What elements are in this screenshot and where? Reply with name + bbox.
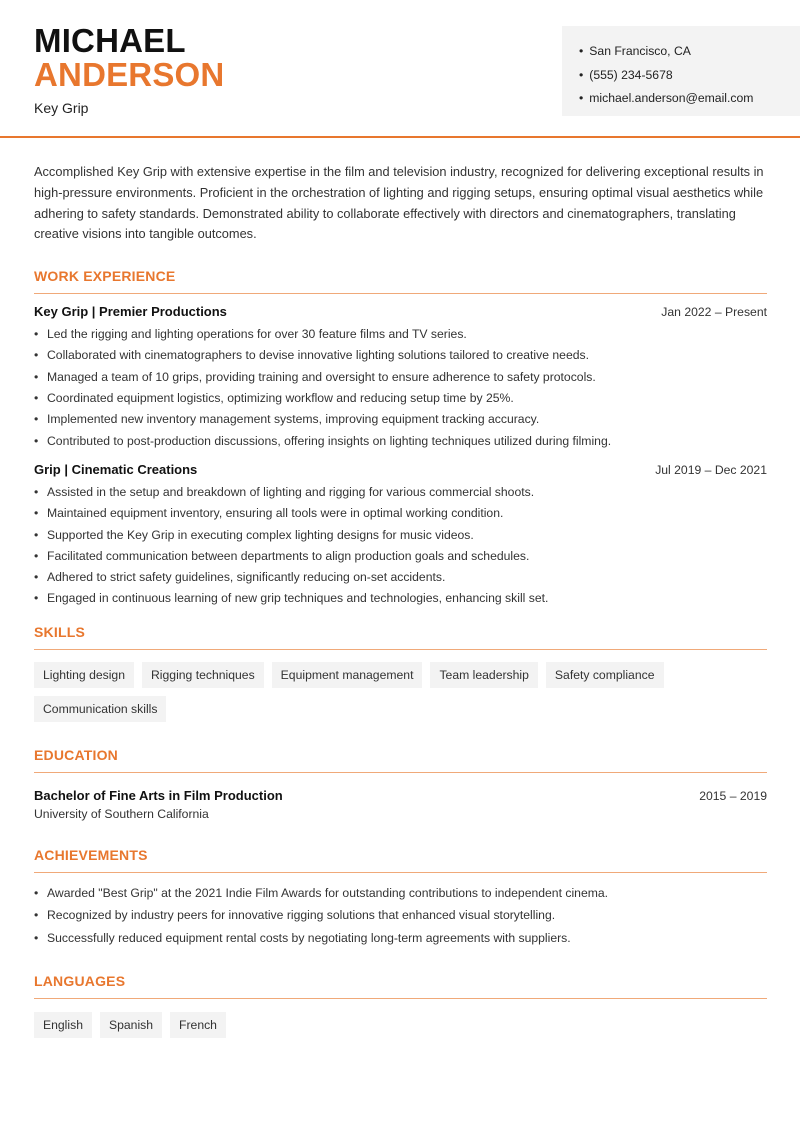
job-bullets [34,482,767,610]
summary-paragraph: Accomplished Key Grip with extensive expertise in the film and television industry, recognized for delivering exceptional results in high-pressure environments. Proficient in the orchestration of lighting and rigging setups, ensuring optimal visual aesthetics while adhering to safety standards. Demonstrated ability to collaborate effectively with directors and cinematographers, translating creative visions into tangible outcomes. [34,164,764,242]
job-entry [34,304,767,452]
list-item: • Adhered to strict safety guidelines, significantly reducing on-set accidents. [34,567,767,588]
job-header [34,462,767,477]
job-title: Key Grip | Premier Productions [34,304,227,320]
section-title-work: WORK EXPERIENCE [34,268,767,294]
list-item: • Managed a team of 10 grips, providing training and oversight to ensure adherence to safety protocols. [34,367,767,388]
skill-tag: Team leadership [430,662,537,688]
skills-tags [34,662,767,722]
skill-tag: Equipment management [272,662,423,688]
first-name: MICHAEL [34,22,186,59]
contact-location: • San Francisco, CA [579,40,753,64]
contact-list [579,40,753,111]
education-header [34,788,767,803]
list-item: • Coordinated equipment logistics, optimizing workflow and reducing setup time by 25%. [34,388,767,409]
last-name: ANDERSON [34,56,225,93]
language-tag: Spanish [100,1012,162,1038]
list-item: • Assisted in the setup and breakdown of lighting and rigging for various commercial shoots. [34,482,767,503]
education-entry [34,788,767,821]
list-item: • Recognized by industry peers for innovative rigging solutions that enhanced visual storytelling. [34,904,767,927]
skill-tag: Communication skills [34,696,166,722]
job-date: Jan 2022 – Present [661,305,767,320]
section-title-languages: LANGUAGES [34,973,767,999]
language-tag: English [34,1012,92,1038]
list-item: • Awarded "Best Grip" at the 2021 Indie Film Awards for outstanding contributions to independent cinema. [34,882,767,905]
skill-tag: Safety compliance [546,662,664,688]
list-item: • Collaborated with cinematographers to devise innovative lighting solutions tailored to creative needs. [34,345,767,366]
list-item: • Led the rigging and lighting operations for over 30 feature films and TV series. [34,324,767,345]
achievement-bullets [34,882,767,950]
job-title: Grip | Cinematic Creations [34,461,198,477]
list-item: • Implemented new inventory management systems, improving equipment tracking accuracy. [34,409,767,430]
list-item: • Supported the Key Grip in executing complex lighting designs for music videos. [34,525,767,546]
list-item: • Engaged in continuous learning of new grip techniques and technologies, enhancing skill set. [34,588,767,609]
section-title-achievements: ACHIEVEMENTS [34,847,767,873]
education-date: 2015 – 2019 [699,788,767,803]
job-bullets [34,324,767,452]
language-tags [34,1012,767,1038]
contact-email: • michael.anderson@email.com [579,87,753,111]
section-title-education: EDUCATION [34,747,767,773]
contact-box [562,26,800,116]
language-tag: French [170,1012,226,1038]
list-item: • Facilitated communication between departments to align production goals and schedules. [34,546,767,567]
list-item: • Maintained equipment inventory, ensuring all tools were in optimal working condition. [34,503,767,524]
skill-tag: Rigging techniques [142,662,264,688]
list-item: • Contributed to post-production discussions, offering insights on lighting techniques utilized during filming. [34,431,767,452]
skill-tag: Lighting design [34,662,134,688]
resume-header [0,0,800,138]
list-item: • Successfully reduced equipment rental costs by negotiating long-term agreements with suppliers. [34,927,767,950]
job-entry [34,462,767,610]
resume-body [34,137,767,1038]
job-role: Key Grip [34,100,89,116]
candidate-name [34,24,224,92]
degree-title: Bachelor of Fine Arts in Film Production [34,787,283,803]
job-date: Jul 2019 – Dec 2021 [655,462,767,477]
section-title-skills: SKILLS [34,624,767,650]
job-header [34,304,767,319]
school-name: University of Southern California [34,806,209,821]
contact-phone: • (555) 234-5678 [579,64,753,88]
